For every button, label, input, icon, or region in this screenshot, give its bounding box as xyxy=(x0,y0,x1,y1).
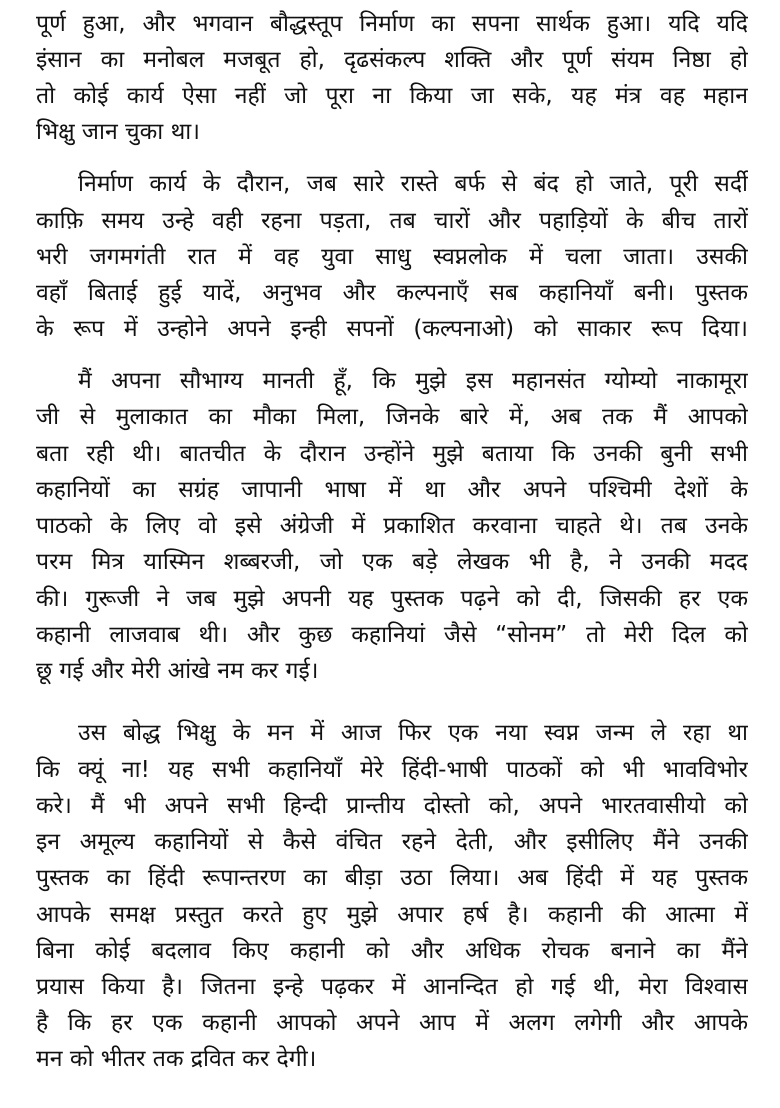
text-line: आपके समक्ष प्रस्तुत करते हुए मुझे अपार हर्ष है। कहानी की आत्मा में xyxy=(36,902,748,928)
text-line: भिक्षु जान चुका था। xyxy=(36,119,200,145)
text-line: पूर्ण हुआ, और भगवान बौद्धस्तूप निर्माण का सपना सार्थक हुआ। यदि यदि xyxy=(36,11,748,37)
text-line: वहाँ बिताई हुई यादें, अनुभव और कल्पनाएँ सब कहानियाँ बनी। पुस्तक xyxy=(36,280,748,306)
text-line: करे। मैं भी अपने सभी हिन्दी प्रान्तीय दोस्तो को, अपने भारतवासीयो को xyxy=(36,793,748,819)
text-line: उस बोद्ध भिक्षु के मन में आज फिर एक नया स्वप्न जन्म ले रहा था xyxy=(78,720,748,746)
text-line: कि क्यूं ना! यह सभी कहानियाँ मेरे हिंदी-भाषी पाठकों को भी भावविभोर xyxy=(36,757,748,783)
text-line: प्रयास किया है। जितना इन्हे पढ़कर में आनन्दित हो गई थी, मेरा विश्वास xyxy=(36,974,748,1000)
text-line: मन को भीतर तक द्रवित कर देगी। xyxy=(36,1046,317,1072)
text-line: इंसान का मनोबल मजबूत हो, दृढसंकल्प शक्ति और पूर्ण संयम निष्ठा हो xyxy=(36,47,748,73)
text-line: परम मित्र यास्मिन शब्बरजी, जो एक बड़े लेखक भी है, ने उनकी मदद xyxy=(36,549,748,575)
text-line: है कि हर एक कहानी आपको अपने आप में अलग लगेगी और आपके xyxy=(36,1010,748,1036)
text-line: काफ़ि समय उन्हे वही रहना पड़ता, तब चारों और पहाड़ियों के बीच तारों xyxy=(36,208,748,234)
text-line: के रूप में उन्होने अपने इन्ही सपनों (कल्पनाओ) को साकार रूप दिया। xyxy=(36,316,748,342)
text-line: पुस्तक का हिंदी रूपान्तरण का बीड़ा उठा लिया। अब हिंदी में यह पुस्तक xyxy=(36,865,748,891)
text-line: तो कोई कार्य ऐसा नहीं जो पूरा ना किया जा सके, यह मंत्र वह महान xyxy=(36,83,748,109)
text-line: बता रही थी। बातचीत के दौरान उन्होंने मुझे बताया कि उनकी बुनी सभी xyxy=(36,441,748,467)
text-line: भरी जगमगंती रात में वह युवा साधु स्वप्नलोक में चला जाता। उसकी xyxy=(36,244,748,270)
text-line: मैं अपना सौभाग्य मानती हूँ, कि मुझे इस महानसंत ग्योम्यो नाकामूरा xyxy=(78,368,748,394)
text-line: की। गुरूजी ने जब मुझे अपनी यह पुस्तक पढ़ने को दी, जिसकी हर एक xyxy=(36,586,748,612)
text-line: कहानियों का सग्रंह जापानी भाषा में था और अपने पश्चिमी देशों के xyxy=(36,477,748,503)
text-line: बिना कोई बदलाव किए कहानी को और अधिक रोचक बनाने का मैंने xyxy=(36,938,748,964)
text-line: पाठको के लिए वो इसे अंग्रेजी में प्रकाशित करवाना चाहते थे। तब उनके xyxy=(36,513,748,539)
text-line: कहानी लाजवाब थी। और कुछ कहानियां जैसे “सोनम” तो मेरी दिल को xyxy=(36,622,748,648)
text-line: जी से मुलाकात का मौका मिला, जिनके बारे में, अब तक मैं आपको xyxy=(36,404,748,430)
text-line: इन अमूल्य कहानियों से कैसे वंचित रहने देती, और इसीलिए मैंने उनकी xyxy=(36,829,748,855)
text-line: निर्माण कार्य के दौरान, जब सारे रास्ते बर्फ से बंद हो जाते, पूरी सर्दी xyxy=(78,171,748,197)
text-line: छू गई और मेरी आंखे नम कर गई। xyxy=(36,658,319,684)
